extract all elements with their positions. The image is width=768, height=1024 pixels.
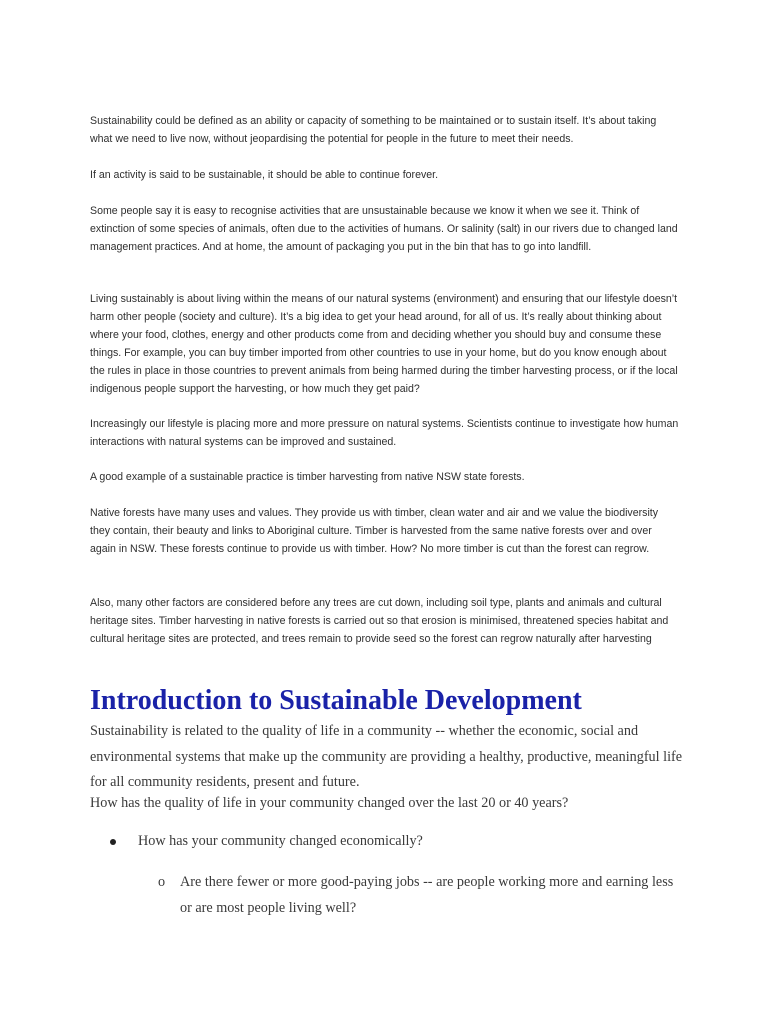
paragraph-pressure-natural-systems: Increasingly our lifestyle is placing more and more pressure on natural systems. Scientists continue to investigate how human interactions with natural systems can be improved and sustained.	[90, 418, 679, 448]
paragraph-native-forests: Native forests have many uses and values. They provide us with timber, clean water and air and we value the biodiversity they contain, their beauty and links to Aboriginal culture. Timber is harvested from the same native forests over and over again in NSW. These forests continue to provide us with timber. How? No more timber is cut than the forest can regrow.	[90, 507, 659, 555]
sub-bullet-item	[158, 870, 698, 921]
paragraph-timber-example: A good example of a sustainable practice is timber harvesting from native NSW state forests.	[90, 471, 525, 483]
intro-paragraph: Sustainability is related to the quality of life in a community -- whether the economic, social and environmental systems that make up the community are providing a healthy, productive, meaningful life for all community residents, present and future.	[90, 723, 683, 790]
bullet-item	[110, 829, 670, 855]
bullet-text: How has your community changed economically?	[138, 833, 423, 849]
paragraph-unsustainable-examples: Some people say it is easy to recognise activities that are unsustainable because we know it when we see it. Think of extinction of some species of animals, often due to the activities of humans. Or salinity (salt) in our rivers due to changed land management practices. And at home, the amount of packaging you put in the bin that has to go into landfill.	[90, 205, 678, 253]
bullet-disc-icon	[110, 839, 116, 845]
paragraph-other-factors: Also, many other factors are considered before any trees are cut down, including soil type, plants and animals and cultural heritage sites. Timber harvesting in native forests is carried out so that erosion is minimised, threatened species habitat and cultural heritage sites are protected, and trees remain to provide seed so the forest can regrow naturally after harvesting	[90, 597, 669, 645]
sub-bullet-marker: o	[158, 874, 166, 890]
paragraph-living-sustainably: Living sustainably is about living within the means of our natural systems (environment) and ensuring that our lifestyle doesn’t harm other people (society and culture). It’s a big idea to get your head around, for all of us. It’s really about thinking about where your food, clothes, energy and other products come from and deciding whether you should buy and consume these things. For example, you can buy timber imported from other countries to use in your home, but do you know enough about the rules in place in those countries to prevent animals from being harmed during the timber harvesting process, or if the local indigenous people support the harvesting, or how much they get paid?	[90, 293, 678, 395]
sub-bullet-text: Are there fewer or more good-paying jobs -- are people working more and earning less or are most people living well?	[180, 874, 674, 916]
section-heading: Introduction to Sustainable Development	[90, 685, 582, 716]
paragraph-definition: Sustainability could be defined as an ability or capacity of something to be maintained or to sustain itself. It’s about taking what we need to live now, without jeopardising the potential for people in the future to meet their needs.	[90, 115, 657, 145]
question-paragraph: How has the quality of life in your community changed over the last 20 or 40 years?	[90, 795, 569, 811]
paragraph-continue-forever: If an activity is said to be sustainable, it should be able to continue forever.	[90, 169, 439, 181]
